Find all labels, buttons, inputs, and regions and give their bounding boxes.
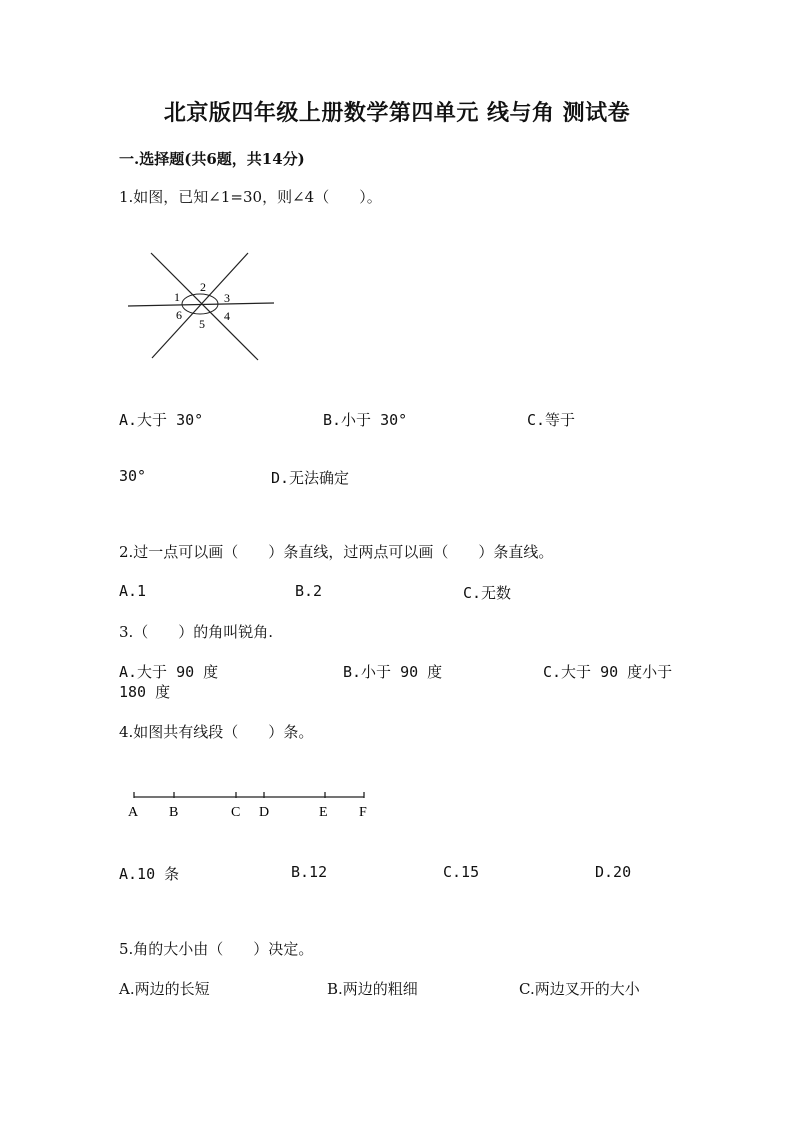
question-5-option-b[interactable]: B.两边的粗细 bbox=[327, 980, 418, 998]
question-3-option-b[interactable]: B.小于 90 度 bbox=[343, 663, 443, 681]
question-1-option-b[interactable]: B.小于 30° bbox=[323, 411, 408, 429]
point-label-c: C bbox=[231, 805, 241, 820]
question-2-option-c[interactable]: C.无数 bbox=[463, 584, 512, 602]
figure-line-diagonal-1 bbox=[151, 253, 258, 360]
figure-label-6: 6 bbox=[176, 308, 182, 322]
question-4-stem: 4.如图共有线段（ ）条。 bbox=[119, 723, 314, 741]
question-5-stem: 5.角的大小由（ ）决定。 bbox=[119, 940, 314, 958]
question-2-stem: 2.过一点可以画（ ）条直线，过两点可以画（ ）条直线。 bbox=[119, 543, 554, 561]
question-3-stem: 3.（ ）的角叫锐角. bbox=[119, 623, 274, 641]
question-3-option-a[interactable]: A.大于 90 度 bbox=[119, 663, 219, 681]
question-5-option-c[interactable]: C.两边叉开的大小 bbox=[519, 980, 640, 998]
question-4-figure bbox=[120, 785, 380, 825]
question-1-option-c[interactable]: C.等于 bbox=[527, 411, 576, 429]
question-3-option-c[interactable]: C.大于 90 度小于 bbox=[543, 663, 673, 681]
figure-label-5: 5 bbox=[199, 317, 205, 331]
point-label-d: D bbox=[259, 805, 270, 820]
page-title: 北京版四年级上册数学第四单元 线与角 测试卷 bbox=[163, 100, 631, 126]
figure-label-3: 3 bbox=[224, 291, 230, 305]
question-1-option-a[interactable]: A.大于 30° bbox=[119, 411, 204, 429]
question-4-option-d[interactable]: D.20 bbox=[595, 863, 632, 881]
point-label-e: E bbox=[319, 805, 328, 820]
question-1-option-d[interactable]: D.无法确定 bbox=[271, 469, 350, 487]
question-5-option-a[interactable]: A.两边的长短 bbox=[119, 980, 210, 998]
question-4-option-b[interactable]: B.12 bbox=[291, 863, 328, 881]
figure-label-1: 1 bbox=[174, 290, 180, 304]
question-1-option-c-continued: 30° bbox=[119, 467, 147, 485]
question-2-option-b[interactable]: B.2 bbox=[295, 582, 323, 600]
figure-label-4: 4 bbox=[224, 309, 230, 323]
question-1-figure bbox=[120, 245, 280, 365]
question-3-option-c-continued: 180 度 bbox=[119, 683, 171, 701]
question-4-option-c[interactable]: C.15 bbox=[443, 863, 480, 881]
point-label-b: B bbox=[169, 805, 179, 820]
figure-label-2: 2 bbox=[200, 280, 206, 294]
question-2-option-a[interactable]: A.1 bbox=[119, 582, 147, 600]
section-heading: 一.选择题(共6题，共14分) bbox=[119, 150, 305, 168]
question-1-stem: 1.如图，已知∠1=30，则∠4（ ）。 bbox=[119, 188, 382, 206]
question-4-option-a[interactable]: A.10 条 bbox=[119, 865, 180, 883]
point-label-a: A bbox=[128, 805, 139, 820]
point-label-f: F bbox=[359, 805, 367, 820]
